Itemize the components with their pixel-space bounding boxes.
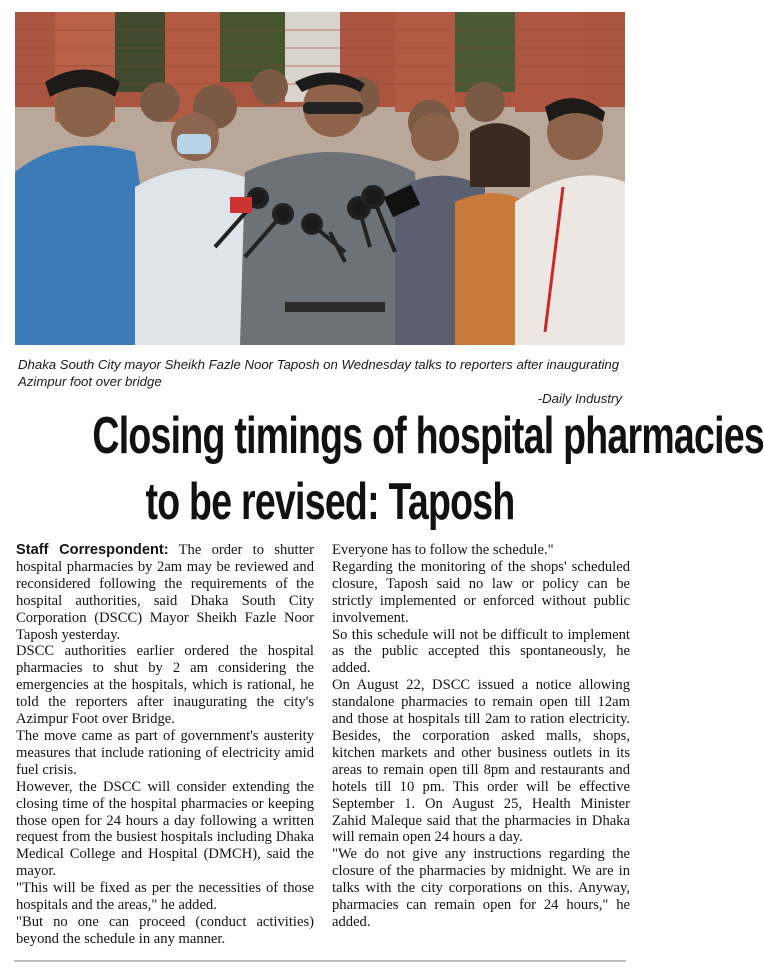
article-paragraph: On August 22, DSCC issued a notice allowing standalone pharmacies to remain open till 12am and those at hospitals till 2am to ration electricity. Besides, the corporation asked malls, shops, kitchen markets and other business outlets in its areas to remain open till 8pm and restaurants and hotels till 10 pm. This order will be effective September 1. On August 25, Health Minister Zahid Maleque said that the pharmacies in Dhaka will remain open 24 hours a day. (332, 677, 630, 846)
article-column-right (332, 542, 630, 931)
photo-caption (18, 356, 622, 407)
article-paragraph: Everyone has to follow the schedule." (332, 542, 554, 558)
news-photo (15, 12, 625, 345)
paragraph-text: The order to shutter hospital pharmacies by 2am may be reviewed and reconsidered following the requirements of the hospital authorities, said Dhaka South City Corporation (DSCC) Mayor Sheikh Fazle Noor Taposh yesterday. (16, 542, 315, 643)
press-briefing-photo-icon (15, 12, 625, 345)
article-paragraph: "But no one can proceed (conduct activities) beyond the schedule in any manner. (16, 913, 314, 947)
article-paragraph: The move came as part of government's austerity measures that include rationing of electricity amid fuel crisis. (16, 727, 314, 778)
article-paragraph: "We do not give any instructions regarding the closure of the pharmacies by midnight. We are in talks with the city corporations on this. Anyway, pharmacies can remain open for 24 hours," he added. (332, 846, 630, 930)
byline: Staff Correspondent: (16, 542, 169, 558)
headline-line-2: to be revised: Taposh (145, 473, 515, 531)
article-paragraph: Regarding the monitoring of the shops' scheduled closure, Taposh said no law or policy can be strictly implemented or enforced without public involvement. (332, 558, 630, 626)
bottom-rule (14, 960, 626, 962)
article-paragraph: However, the DSCC will consider extending the closing time of the hospital pharmacies or keeping those open for 24 hours a day following a written request from the busiest hospitals including Dhaka Medical College and Hospital (DMCH), said the mayor. (16, 778, 314, 880)
article-paragraph: "This will be fixed as per the necessities of those hospitals and the areas," he added. (16, 880, 314, 914)
article-paragraph: So this schedule will not be difficult to implement as the public accepted this spontaneously, he added. (332, 626, 630, 677)
article-column-left (16, 542, 314, 948)
headline (0, 403, 764, 535)
article-paragraph (16, 542, 314, 643)
headline-line-1: Closing timings of hospital pharmacies (92, 407, 764, 465)
photo-credit: -Daily Industry (537, 391, 622, 406)
article-paragraph: DSCC authorities earlier ordered the hospital pharmacies to shut by 2 am considering the emergencies at the hospitals, which is rational, he told the reporters after inaugurating the city's Azimpur Foot over Bridge. (16, 643, 314, 728)
caption-text: Dhaka South City mayor Sheikh Fazle Noor Taposh on Wednesday talks to reporters after inaugurating Azimpur foot over bridge (18, 357, 620, 389)
